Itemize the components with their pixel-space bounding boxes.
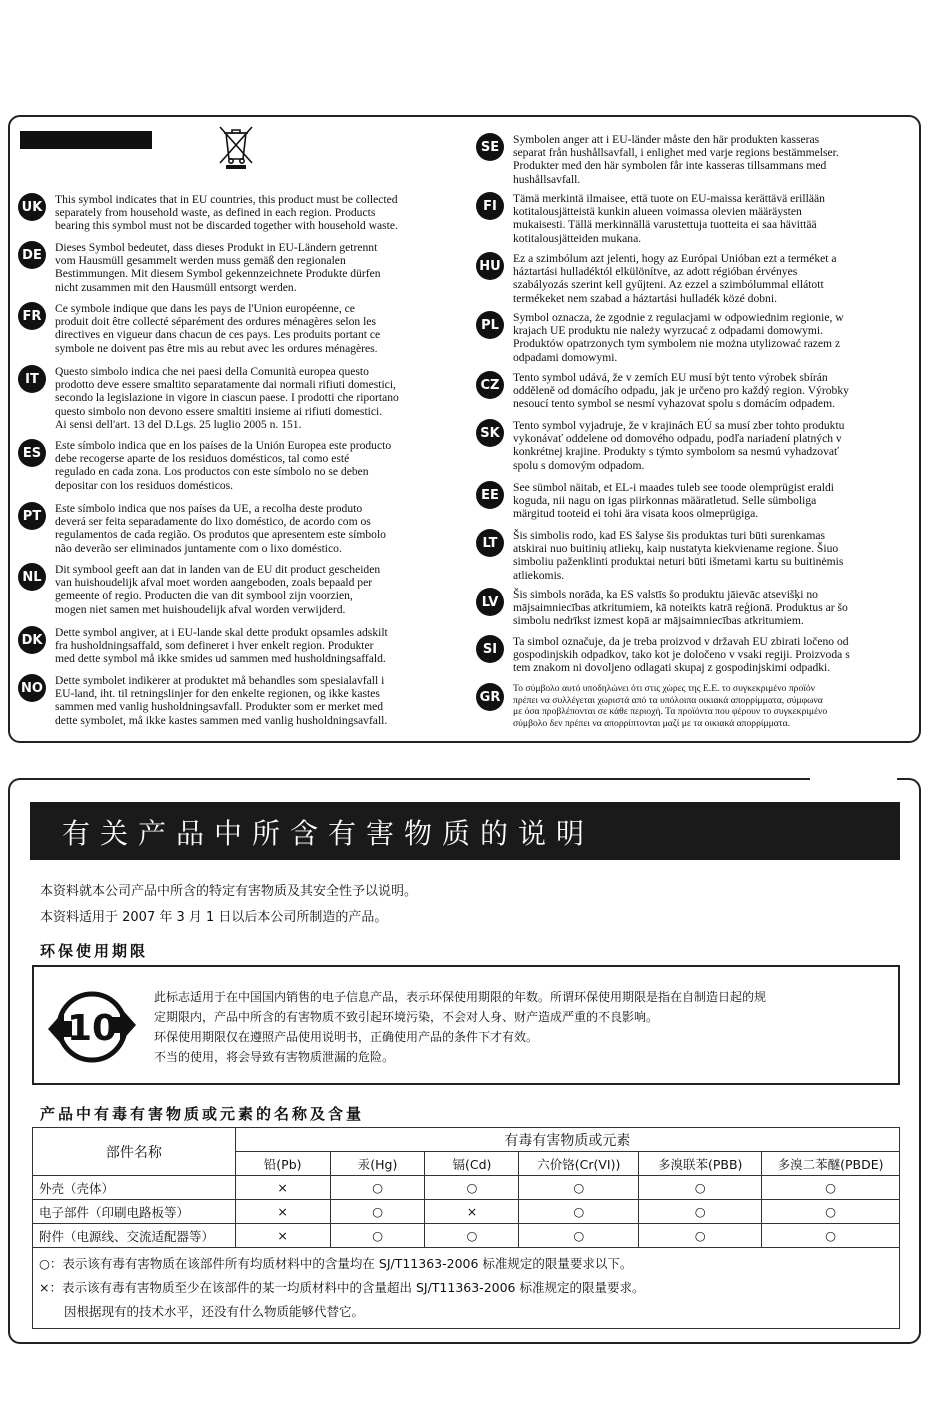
note-line: 因根据现有的技术水平，还没有什么物质能够代替它。 xyxy=(39,1304,365,1319)
country-badge: DE xyxy=(18,241,46,269)
table-cell: × xyxy=(235,1224,330,1248)
part-name: 附件（电源线、交流适配器等） xyxy=(33,1224,236,1248)
table-cell: ○ xyxy=(762,1224,900,1248)
table-notes xyxy=(33,1248,900,1329)
notice-cz xyxy=(476,371,849,411)
country-badge: SK xyxy=(476,419,504,447)
country-badge: LT xyxy=(476,529,504,557)
notice-pt xyxy=(18,502,386,555)
table-cell: ○ xyxy=(330,1176,425,1200)
notice-nl xyxy=(18,563,380,616)
column-header: 铅(Pb) xyxy=(235,1152,330,1176)
notice-text: See sümbol näitab, et EL-i maades tuleb see toode olemprügist eraldi koguda, nii nagu on igas piirkonnas määratletud. Selle sümboliga märgitud tooteid ei tohi ära visata koos olmeprügiga. xyxy=(513,481,834,521)
table-notes-row xyxy=(33,1248,900,1329)
country-badge: SE xyxy=(476,133,504,161)
frame-left-edge xyxy=(8,778,32,1344)
note-line: ×：表示该有毒有害物质至少在该部件的某一均质材料中的含量超出 SJ/T11363-2006 标准规定的限量要求。 xyxy=(39,1280,645,1295)
cn-intro-line-2: 本资料适用于 2007 年 3 月 1 日以后本公司所制造的产品。 xyxy=(40,910,388,925)
notice-text: Tämä merkintä ilmaisee, että tuote on EU-maissa kerättävä erillään kotitalousjätteistä kunkin alueen voimassa olevien määräysten mukaisesti. Tällä merkinnällä varustettuja tuotteita ei saa hävittää kotitalousjätteiden mukana. xyxy=(513,192,825,245)
table-cell: ○ xyxy=(519,1224,639,1248)
table-cell: ○ xyxy=(519,1200,639,1224)
country-badge: FI xyxy=(476,192,504,220)
notice-dk xyxy=(18,626,388,666)
cn-title-bar xyxy=(30,802,900,860)
notice-text: Tento symbol udává, že v zemích EU musí být tento výrobek sbírán odděleně od domácího odpadu, jak je určeno pro každý region. Výrobky nesoucí tento symbol se nesmí vyhazovat spolu s domácím odpadem. xyxy=(513,371,849,411)
notice-pl xyxy=(476,311,844,364)
frame-top-line xyxy=(20,778,810,780)
epup-line: 环保使用期限仅在遵照产品使用说明书，正确使用产品的条件下才有效。 xyxy=(154,1030,539,1044)
notice-text: Το σύμβολο αυτό υποδηλώνει ότι στις χώρες της Ε.Ε. το συγκεκριμένο προϊόν πρέπει να συλλέγεται χωριστά από τα υπόλοιπα οικιακά απορρίμματα, σύμφωνα με όσα προβλέπονται σε κάθε περιοχή. Τα προϊόντα που φέρουν το συγκεκριμένο σύμβολο δεν πρέπει να απορρίπτονται μαζί με τα οικιακά απορρίμματα. xyxy=(513,683,828,729)
country-badge: PT xyxy=(18,502,46,530)
notice-text: Ta simbol označuje, da je treba proizvod v državah EU zbirati ločeno od gospodinjskih odpadkov, tako kot je določeno v vsaki regiji. Proizvoda s tem znakom ni dovoljeno odlagati skupaj z gospodinjskimi odpadki. xyxy=(513,635,850,675)
table-cell: ○ xyxy=(762,1200,900,1224)
notice-text: Ce symbole indique que dans les pays de l'Union européenne, ce produit doit être collecté séparément des ordures ménagères selon les directives en vigueur dans chacun de ces pays. Les produits portant ce symbole ne doivent pas être mis au rebut avec les ordures ménagères. xyxy=(55,302,381,355)
table-cell: ○ xyxy=(330,1224,425,1248)
cn-intro-line-1: 本资料就本公司产品中所含的特定有害物质及其安全性予以说明。 xyxy=(40,884,418,899)
table-cell: × xyxy=(425,1200,519,1224)
notice-text: Dette symbol angiver, at i EU-lande skal dette produkt opsamles adskilt fra husholdningsaffald, som defineret i hver enkelt region. Produkter med dette symbol må ikke smides ud sammen med husholdningsaffald. xyxy=(55,626,388,666)
eu-weee-notice xyxy=(8,115,921,743)
notice-text: Tento symbol vyjadruje, že v krajinách EÚ sa musí zber tohto produktu vykonávať oddelene od domového odpadu, podľa nariadení platných v konkrétnej krajine. Produkty s týmto symbolom sa nesmú vyhadzovať spolu s domovým odpadom. xyxy=(513,419,845,472)
table-row xyxy=(33,1224,900,1248)
notice-text: This symbol indicates that in EU countries, this product must be collected separately from household waste, as defined in each region. Products bearing this symbol must not be discarded together with household waste. xyxy=(55,193,398,233)
epup-number: 10 xyxy=(66,1008,118,1049)
notice-sk xyxy=(476,419,844,472)
notice-text: Questo simbolo indica che nei paesi della Comunità europea questo prodotto deve essere smaltito separatamente dai normali rifiuti domestici, secondo la legislazione in vigore in ciascun paese. I prodotti che riportano questo simbolo non devono essere smaltiti insieme ai rifiuti domestici. Ai sensi dell'art. 13 del D.Lgs. 25 luglio 2005 n. 151. xyxy=(55,365,399,431)
table-cell: ○ xyxy=(519,1176,639,1200)
table-heading: 产品中有毒有害物质或元素的名称及含量 xyxy=(40,1105,365,1123)
notice-text: Ez a szimbólum azt jelenti, hogy az Európai Unióban ezt a terméket a háztartási hulladéktól elkülönítve, az adott régióban érvényes szabályozás szerint kell gyűjteni. Az ezzel a szimbólummal ellátott termékeket nem szabad a háztartási hulladék közé dobni. xyxy=(513,252,837,305)
epup-line: 定期限内，产品中所含的有害物质不致引起环境污染，不会对人身、财产造成严重的不良影响。 xyxy=(154,1010,659,1024)
notice-text: Symbol oznacza, że zgodnie z regulacjami w odpowiednim regionie, w krajach UE produktu nie należy wyrzucać z odpadami domowymi. Produktów opatrzonych tym symbolem nie można utylizować razem z odpadami domowymi. xyxy=(513,311,844,364)
notice-text: Šis simbolis rodo, kad ES šalyse šis produktas turi būti surenkamas atskirai nuo buitinių atliekų, kaip nustatyta kiekviename regione. Šiuo simboliu paženklinti produktai neturi būti išmetami kartu su buitinėmis atliekomis. xyxy=(513,529,844,582)
country-badge: NO xyxy=(18,674,46,702)
part-name: 外壳（壳体） xyxy=(33,1176,236,1200)
table-row xyxy=(33,1176,900,1200)
country-badge: ES xyxy=(18,439,46,467)
hazardous-substances-table xyxy=(32,1127,900,1329)
epup-line: 此标志适用于在中国国内销售的电子信息产品，表示环保使用期限的年数。所谓环保使用期限是指在自制造日起的规 xyxy=(154,990,767,1004)
country-badge: EE xyxy=(476,481,504,509)
table-cell: ○ xyxy=(762,1176,900,1200)
table-cell: × xyxy=(235,1200,330,1224)
environment-protection-use-period-icon xyxy=(42,977,142,1077)
crossed-out-wheelie-bin-icon xyxy=(216,123,256,169)
column-header: 六价铬(Cr(VI)) xyxy=(519,1152,639,1176)
country-badge: NL xyxy=(18,563,46,591)
column-header: 汞(Hg) xyxy=(330,1152,425,1176)
part-name-header: 部件名称 xyxy=(33,1128,236,1176)
table-cell: ○ xyxy=(330,1200,425,1224)
notice-text: Dit symbool geeft aan dat in landen van de EU dit product gescheiden van huishoudelijk afval moet worden aangeboden, zoals bepaald per gemeente of regio. Producten die van dit symbool zijn voorzien, mogen niet samen met huishoudelijk afval worden verwijderd. xyxy=(55,563,381,616)
notice-text: Symbolen anger att i EU-länder måste den här produkten kasseras separat från hushållsavfall, i enlighet med varje regions bestämmelser. Produkter med den här symbolen får inte kasseras tillsammans med hushållsavfall. xyxy=(513,133,839,186)
table-cell: ○ xyxy=(639,1200,762,1224)
notice-es xyxy=(18,439,391,492)
notice-text: Šis simbols norāda, ka ES valstīs šo produktu jāievāc atsevišķi no mājsaimniecības atkritumiem, kā noteikts katrā reģionā. Produktus ar šo simbolu nedrīkst izmest kopā ar mājsaimniecības atkritumiem. xyxy=(513,588,848,628)
country-badge: IT xyxy=(18,365,46,393)
table-header-row xyxy=(33,1128,900,1152)
substance-group-header: 有毒有害物质或元素 xyxy=(235,1128,899,1152)
country-badge: HU xyxy=(476,252,504,280)
country-badge: CZ xyxy=(476,371,504,399)
notice-hu xyxy=(476,252,837,305)
column-header: 多溴二苯醚(PBDE) xyxy=(762,1152,900,1176)
country-badge: GR xyxy=(476,683,504,711)
table-cell: ○ xyxy=(639,1176,762,1200)
notice-fr xyxy=(18,302,380,355)
country-badge: FR xyxy=(18,302,46,330)
table-cell: × xyxy=(235,1176,330,1200)
country-badge: PL xyxy=(476,311,504,339)
country-badge: SI xyxy=(476,635,504,663)
notice-no xyxy=(18,674,387,727)
black-label-bar xyxy=(20,131,152,149)
epup-description xyxy=(154,987,884,1067)
part-name: 电子部件（印刷电路板等） xyxy=(33,1200,236,1224)
frame-bottom-line xyxy=(20,1342,910,1344)
country-badge: LV xyxy=(476,588,504,616)
notice-text: Este símbolo indica que nos países da UE, a recolha deste produto deverá ser feita separadamente do lixo doméstico, de acordo com os regulamentos de cada região. Os produtos que apresentem este símbolo não deverão ser eliminados juntamente com o lixo doméstico. xyxy=(55,502,386,555)
notice-text: Dette symbolet indikerer at produktet må behandles som spesialavfall i EU-land, iht. til retningslinjer for den enkelte regionen, og ikke kastes sammen med vanlig husholdningsavfall. Produkter som er merket med dette symbolet, må ikke kastes sammen med vanlig husholdningsavfall. xyxy=(55,674,388,727)
notice-lv xyxy=(476,588,848,628)
epup-box xyxy=(32,965,900,1085)
notice-fi xyxy=(476,192,825,245)
column-header: 镉(Cd) xyxy=(425,1152,519,1176)
notice-ee xyxy=(476,481,834,521)
column-header: 多溴联苯(PBB) xyxy=(639,1152,762,1176)
notice-lt xyxy=(476,529,843,582)
table-cell: ○ xyxy=(639,1224,762,1248)
epup-heading: 环保使用期限 xyxy=(40,942,149,960)
notice-text: Dieses Symbol bedeutet, dass dieses Produkt in EU-Ländern getrennt vom Hausmüll gesammelt werden muss gemäß den regionalen Bestimmungen. Mit diesem Symbol gekennzeichnete Produkte dürfen nicht zusammen mit den Hausmüll entsorgt werden. xyxy=(55,241,381,294)
table-cell: ○ xyxy=(425,1176,519,1200)
notice-gr xyxy=(476,683,827,729)
notice-text: Este símbolo indica que en los países de la Unión Europea este producto debe recogerse aparte de los residuos domésticos, tal como esté regulado en cada zona. Los productos con este símbolo no se deben depositar con los residuos domésticos. xyxy=(55,439,392,492)
cn-title: 有关产品中所含有害物质的说明 xyxy=(62,817,595,850)
country-badge: DK xyxy=(18,626,46,654)
notice-se xyxy=(476,133,839,186)
notice-uk xyxy=(18,193,398,233)
note-line: ○：表示该有毒有害物质在该部件所有均质材料中的含量均在 SJ/T11363-2006 标准规定的限量要求以下。 xyxy=(39,1256,633,1271)
epup-line: 不当的使用，将会导致有害物质泄漏的危险。 xyxy=(154,1050,395,1064)
notice-si xyxy=(476,635,850,675)
table-cell: ○ xyxy=(425,1224,519,1248)
notice-it xyxy=(18,365,399,431)
table-row xyxy=(33,1200,900,1224)
frame-right-edge xyxy=(897,778,921,1344)
notice-de xyxy=(18,241,381,294)
country-badge: UK xyxy=(18,193,46,221)
